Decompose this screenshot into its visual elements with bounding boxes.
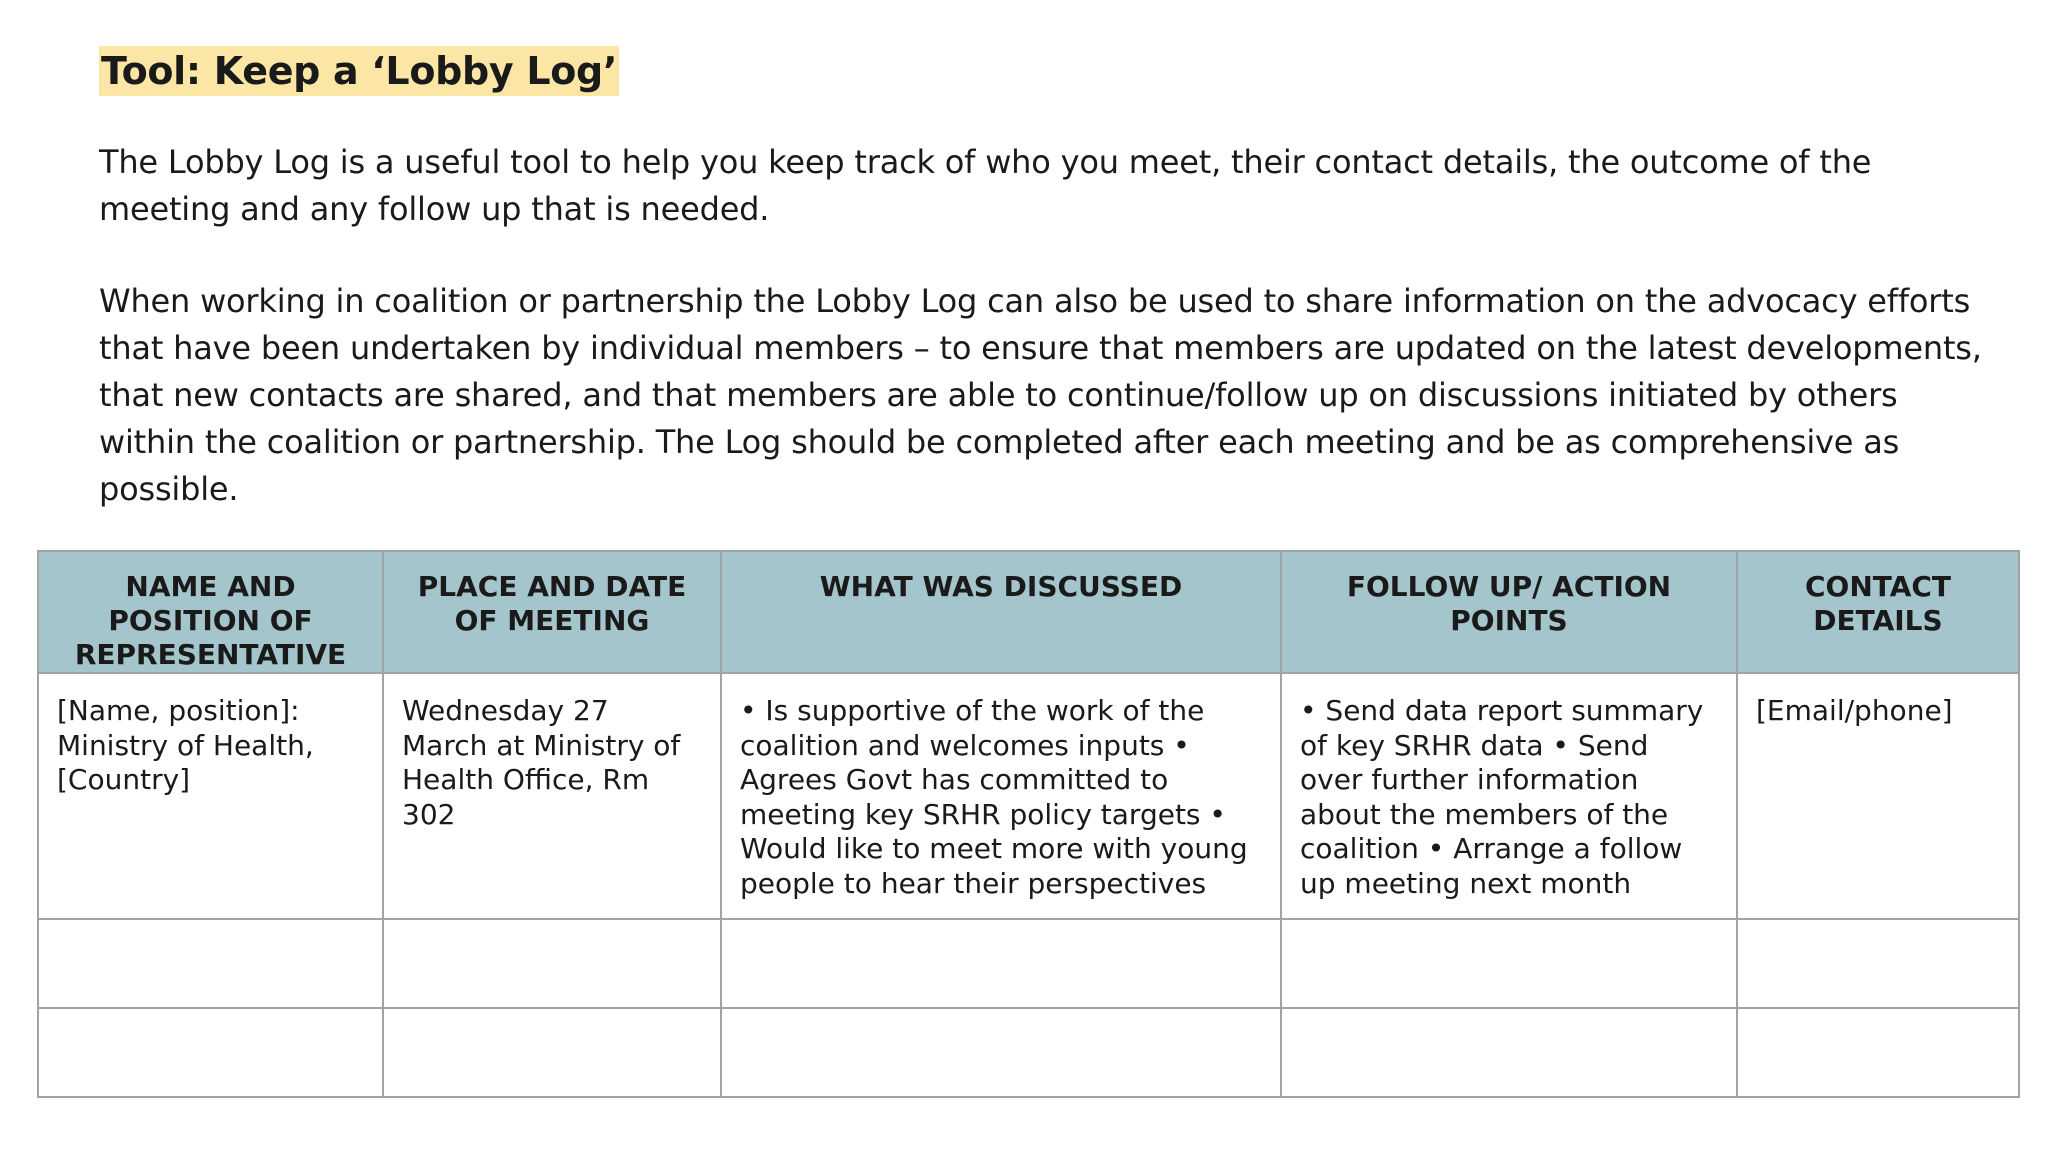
- table-header-row: [38, 551, 2019, 673]
- empty-cell[interactable]: [383, 1008, 721, 1097]
- table-row-empty: [38, 1008, 2019, 1097]
- lobby-log-table: [37, 550, 2020, 1098]
- table-row: [38, 673, 2019, 919]
- empty-cell[interactable]: [38, 1008, 383, 1097]
- header-place-date: PLACE AND DATE OF MEETING: [383, 551, 721, 673]
- cell-name-position[interactable]: [Name, position]: Ministry of Health, [Country]: [38, 673, 383, 919]
- header-follow-up: FOLLOW UP/ ACTION POINTS: [1281, 551, 1737, 673]
- title-block: [99, 46, 619, 96]
- empty-cell[interactable]: [1281, 1008, 1737, 1097]
- header-discussed: WHAT WAS DISCUSSED: [721, 551, 1281, 673]
- header-name-position: NAME AND POSITION OF REPRESENTATIVE: [38, 551, 383, 673]
- empty-cell[interactable]: [1737, 919, 2019, 1008]
- coalition-paragraph: When working in coalition or partnership the Lobby Log can also be used to share information on the advocacy efforts that have been undertaken by individual members – to ensure that members are updated on the latest developments, that new contacts are shared, and that members are able to continue/follow up on discussions initiated by others within the coalition or partnership. The Log should be completed after each meeting and be as comprehensive as possible.: [99, 282, 1982, 508]
- empty-cell[interactable]: [721, 1008, 1281, 1097]
- page-title: Tool: Keep a ‘Lobby Log’: [99, 46, 619, 96]
- intro-paragraph: The Lobby Log is a useful tool to help you keep track of who you meet, their contact details, the outcome of the meeting and any follow up that is needed.: [99, 143, 1872, 228]
- empty-cell[interactable]: [38, 919, 383, 1008]
- empty-cell[interactable]: [721, 919, 1281, 1008]
- cell-contact[interactable]: [Email/phone]: [1737, 673, 2019, 919]
- cell-discussed[interactable]: • Is supportive of the work of the coalition and welcomes inputs • Agrees Govt has committed to meeting key SRHR policy targets • Would like to meet more with young people to hear their perspectives: [721, 673, 1281, 919]
- empty-cell[interactable]: [1737, 1008, 2019, 1097]
- cell-place-date[interactable]: Wednesday 27 March at Ministry of Health Office, Rm 302: [383, 673, 721, 919]
- empty-cell[interactable]: [383, 919, 721, 1008]
- table-row-empty: [38, 919, 2019, 1008]
- cell-follow-up[interactable]: • Send data report summary of key SRHR data • Send over further information about the members of the coalition • Arrange a follow up meeting next month: [1281, 673, 1737, 919]
- empty-cell[interactable]: [1281, 919, 1737, 1008]
- header-contact: CONTACT DETAILS: [1737, 551, 2019, 673]
